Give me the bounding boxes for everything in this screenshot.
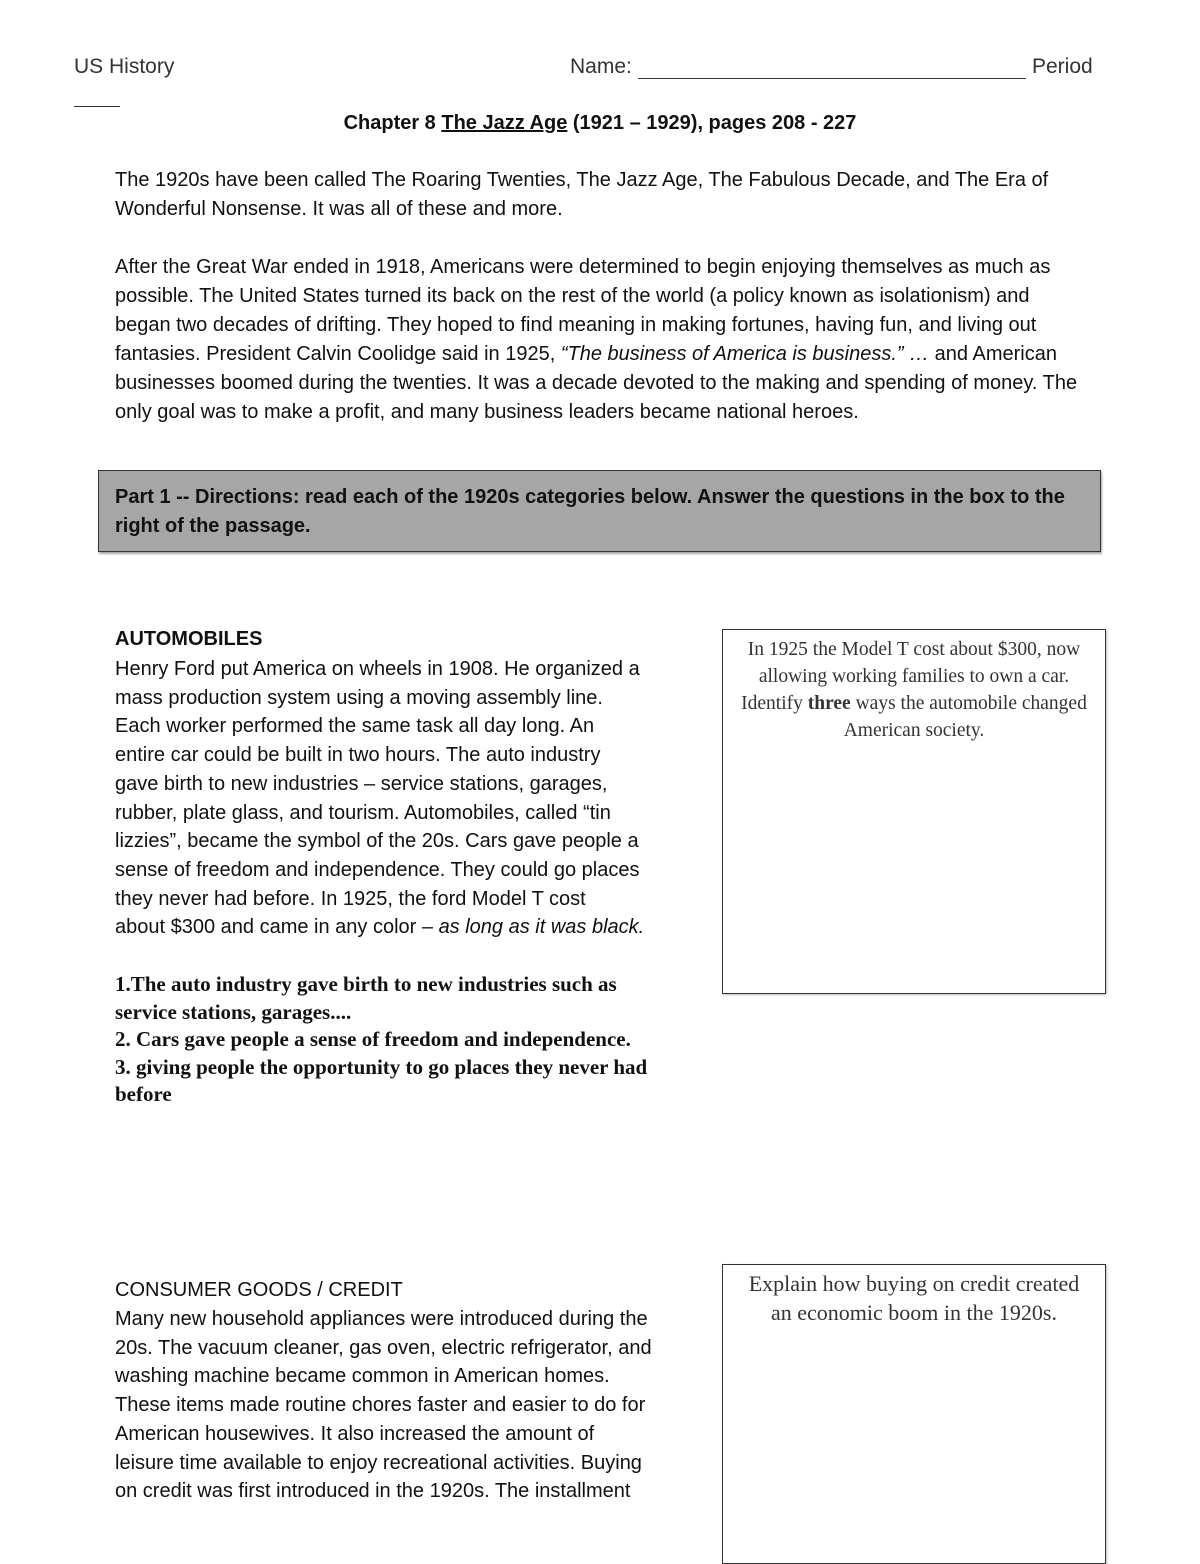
directions-box: Part 1 -- Directions: read each of the 1920s categories below. Answer the questions in the box to the right of the passage. (98, 470, 1101, 552)
credit-question-box[interactable]: Explain how buying on credit created an economic boom in the 1920s. (722, 1264, 1106, 1564)
period-blank[interactable] (74, 86, 120, 107)
period-label: Period (1032, 55, 1093, 78)
passage-line: entire car could be built in two hours. The auto industry (115, 744, 601, 767)
intro-paragraph-2: After the Great War ended in 1918, Americans were determined to begin enjoying themselves as much as possible. The United States turned its back on the rest of the world (a policy known as isolationism) and began two decades of drifting. They hoped to find meaning in making fortunes, having fun, and living out fantasies. President Calvin Coolidge said in 1925, “The business of America is business.” … and American businesses boomed during the twenties. It was a decade devoted to the making and spending of money. The only goal was to make a profit, and many business leaders became national heroes. (115, 256, 1078, 423)
passage-line: 20s. The vacuum cleaner, gas oven, electric refrigerator, and (115, 1336, 652, 1359)
automobile-question-box[interactable]: In 1925 the Model T cost about $300, now allowing working families to own a car. Identify three ways the automobile changed American society. (722, 629, 1106, 994)
name-blank[interactable] (638, 56, 1026, 79)
answer-3: 3. giving people the opportunity to go places they never had before (115, 1054, 648, 1106)
passage-line: leisure time available to enjoy recreational activities. Buying (115, 1451, 642, 1474)
name-label: Name: (570, 55, 632, 78)
passage-line: rubber, plate glass, and tourism. Automobiles, called “tin (115, 801, 611, 824)
automobile-answers (115, 971, 675, 1109)
automobiles-passage (115, 655, 644, 942)
passage-line: These items made routine chores faster and easier to do for (115, 1394, 646, 1417)
course-name: US History (74, 55, 175, 78)
intro-paragraph-1: The 1920s have been called The Roaring Twenties, The Jazz Age, The Fabulous Decade, and The Era of Wonderful Nonsense. It was all of these and more. (115, 169, 1049, 220)
passage-line: they never had before. In 1925, the ford Model T cost (115, 887, 586, 910)
consumer-passage (115, 1305, 652, 1506)
passage-line: gave birth to new industries – service stations, garages, (115, 772, 608, 795)
passage-line: sense of freedom and independence. They could go places (115, 858, 640, 881)
passage-line: about $300 and came in any color – as long as it was black. (115, 916, 645, 939)
passage-line: on credit was first introduced in the 1920s. The installment (115, 1480, 631, 1503)
answer-1: 1.The auto industry gave birth to new industries such as service stations, garages.... (115, 972, 617, 1024)
passage-line: Many new household appliances were introduced during the (115, 1308, 648, 1330)
passage-line: American housewives. It also increased the amount of (115, 1422, 595, 1445)
passage-line: Henry Ford put America on wheels in 1908. He organized a (115, 658, 640, 680)
passage-line: washing machine became common in American homes. (115, 1365, 610, 1388)
passage-line: lizzies”, became the symbol of the 20s. Cars gave people a (115, 830, 639, 853)
answer-2: 2. Cars gave people a sense of freedom and independence. (115, 1027, 631, 1051)
automobiles-heading: AUTOMOBILES (115, 628, 263, 650)
chapter-title: Chapter 8 The Jazz Age (1921 – 1929), pages 208 - 227 (343, 112, 857, 134)
consumer-heading: CONSUMER GOODS / CREDIT (115, 1279, 403, 1301)
passage-line: Each worker performed the same task all day long. An (115, 715, 595, 738)
passage-line: mass production system using a moving assembly line. (115, 686, 603, 709)
